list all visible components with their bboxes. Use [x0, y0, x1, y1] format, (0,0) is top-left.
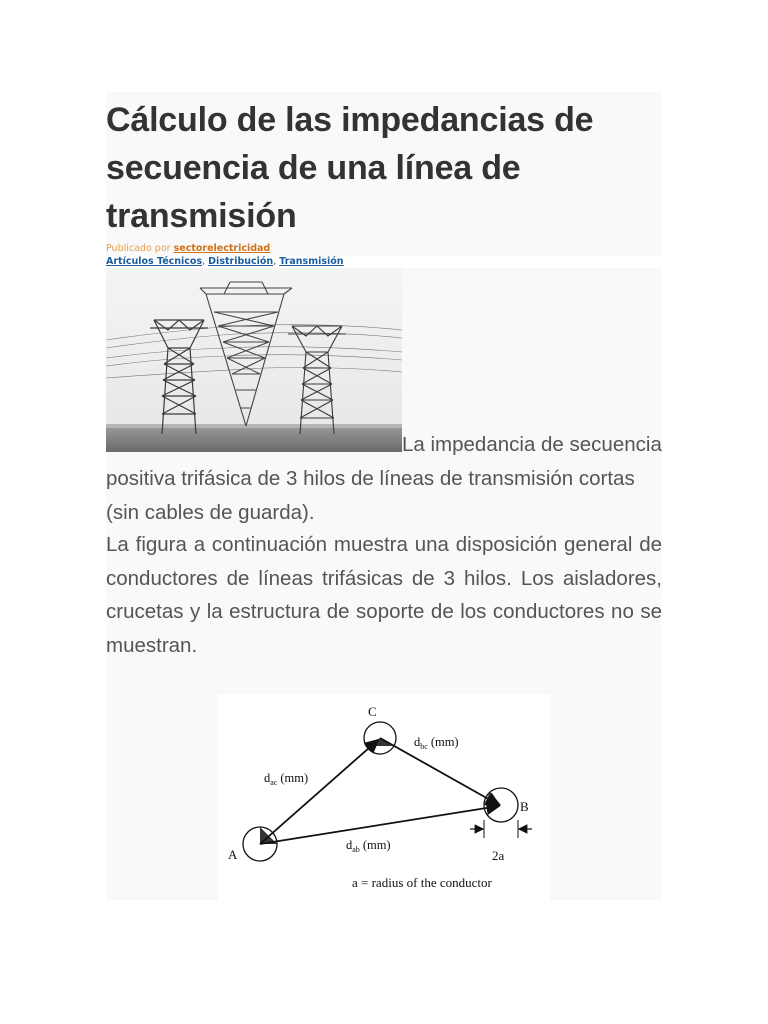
figure-caption: a = radius of the conductor — [352, 875, 492, 890]
byline — [106, 242, 344, 255]
label-dbc: $d_{bc}$ (mm) — [414, 735, 459, 751]
title-block — [106, 92, 662, 256]
post-meta — [106, 242, 344, 268]
conductor-b — [484, 788, 518, 822]
conductor-arrangement-diagram — [218, 694, 550, 900]
category-link-transmision[interactable]: Transmisión — [279, 256, 344, 267]
label-dac: $d_{ac}$ (mm) — [264, 771, 309, 787]
label-dab: $d_{ab}$ (mm) — [346, 838, 391, 854]
label-2a: 2a — [492, 848, 505, 863]
node-a-label: A — [228, 847, 238, 862]
article-body — [106, 268, 662, 900]
intro-text: La impedancia de secuencia positiva trifásica de 3 hilos de líneas de transmisión cortas (sin cables de guarda). — [106, 433, 662, 524]
author-link[interactable]: sectorelectricidad — [173, 243, 271, 254]
intro-paragraph — [106, 428, 662, 530]
node-b-label: B — [520, 799, 529, 814]
category-separator: , — [273, 256, 277, 267]
category-link-articulos[interactable]: Artículos Técnicos — [106, 256, 203, 267]
category-link-distribucion[interactable]: Distribución — [208, 256, 274, 267]
category-list — [106, 255, 344, 268]
node-c-label: C — [368, 704, 377, 719]
category-separator: , — [202, 256, 206, 267]
description-paragraph: La figura a continuación muestra una disposición general de conductores de líneas trifásicas de 3 hilos. Los aisladores, crucetas y la estructura de soporte de los conductores no se muestran. — [106, 533, 662, 657]
transmission-towers-photo — [106, 268, 402, 452]
published-by-label: Publicado por — [106, 243, 171, 254]
article-title: Cálculo de las impedancias de secuencia de una línea de transmisión — [106, 101, 594, 235]
